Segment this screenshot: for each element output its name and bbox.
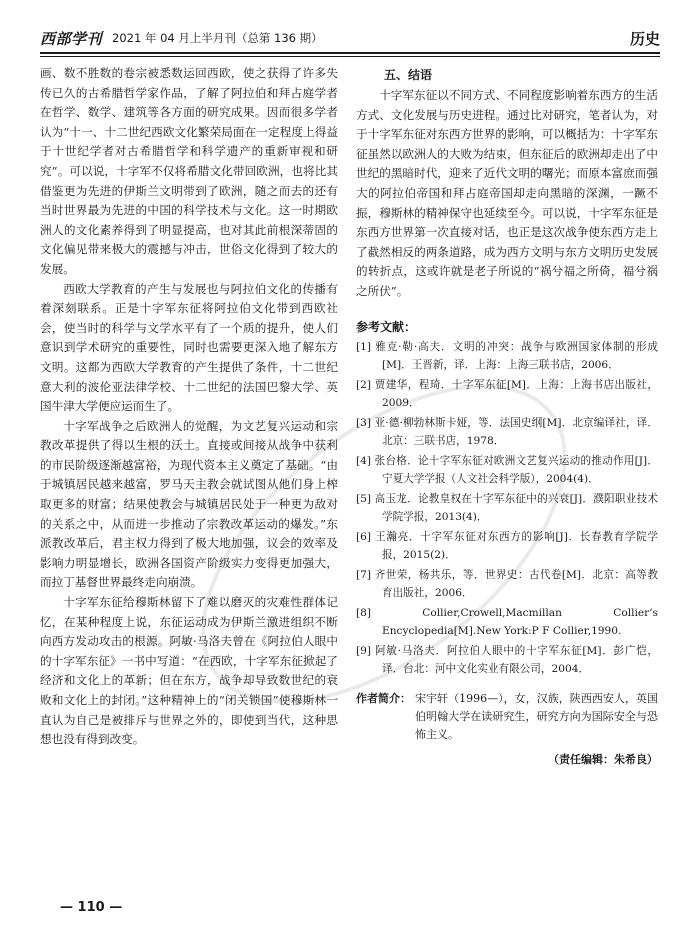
editor-credit: （责任编辑：朱希良） <box>548 753 658 767</box>
issue-info: 2021 年 04 月上半月刊（总第 136 期） <box>112 31 323 45</box>
section-label: 历史 <box>629 30 660 48</box>
reference-list <box>356 339 658 678</box>
reference-item: [8] Collier,Crowell,Macmillan Collier’s Encyclopedia[M].New York:P F Collier,1990. <box>356 607 658 637</box>
reference-item: [5] 高玉龙．论教皇权在十字军东征中的兴衰[J]．濮阳职业技术学院学报，2013(4)． <box>356 493 658 523</box>
left-column <box>40 64 338 750</box>
author-label: 作者简介： <box>356 692 411 706</box>
journal-name: 西部学刊 <box>40 30 103 48</box>
body-paragraph: 西欧大学教育的产生与发展也与阿拉伯文化的传播有着深刻联系。正是十字军东征将阿拉伯文化带到西欧社会，使当时的科学与文学水平有了一个质的提升，使人们意识到学术研究的重要性，同时也需要更深入地了解东方文明。这都为西欧大学教育的产生提供了条件，十二世纪意大利的波伦亚法律学校、十二世纪的法国巴黎大学、英国牛津大学便应运而生了。 <box>40 281 338 414</box>
reference-item: [3] 亚·德·柳勃林斯卡娅，等．法国史纲[M]．北京编译社，译．北京：三联书店，1978． <box>356 417 658 447</box>
reference-item: [7] 齐世荣，杨共乐，等．世界史：古代卷[M]．北京：高等教育出版社，2006． <box>356 569 658 599</box>
reference-item: [9] 阿敏·马洛夫．阿拉伯人眼中的十字军东征[M]．彭广恺，译．台北：河中文化实业有限公司，2004． <box>356 645 658 675</box>
references-heading: 参考文献： <box>356 319 417 334</box>
author-bio <box>356 690 658 744</box>
body-paragraph: 十字军东征给穆斯林留下了难以磨灭的灾难性群体记忆，在某种程度上说，东征运动成为伊斯兰激进组织不断向西方发动攻击的根源。阿敏·马洛夫曾在《阿拉伯人眼中的十字军东征》一书中写道：“在西欧，十字军东征掀起了经济和文化上的革新；但在东方，战争却导致数世纪的衰败和文化上的封闭。”这种精神上的“闭关锁国”使穆斯林一直认为自己是被排斥与世界之外的，即使到当代，这种思想也没有得到改变。 <box>40 595 338 747</box>
author-text: 宋宇轩（1996—），女，汉族，陕西西安人，英国伯明翰大学在读研究生，研究方向为国际安全与恐怖主义。 <box>415 692 658 742</box>
page-number: — 110 — <box>60 900 123 915</box>
conclusion-paragraph: 十字军东征以不同方式、不同程度影响着东西方的生活方式、文化发展与历史进程。通过比对研究，笔者认为，对于十字军东征对东西方世界的影响，可以概括为：十字军东征虽然以欧洲人的大败为结束，但东征后的欧洲却走出了中世纪的黑暗时代，迎来了近代文明的曙光；而原本富庶而强大的阿拉伯帝国和拜占庭帝国却走向黑暗的深渊，一蹶不振，穆斯林的精神保守也延续至今。可以说，十字军东征是东西方世界第一次直接对话，也正是这次战争使东西方走上了截然相反的两条道路，成为西方文明与东方文明历史发展的转折点，这或许就是老子所说的“祸兮福之所倚，福兮祸之所伏”。 <box>356 88 658 298</box>
reference-item: [6] 王瀚亮．十字军东征对东西方的影响[J]．长春教育学院学报，2015(2)． <box>356 531 658 561</box>
section-heading: 五、结语 <box>384 68 433 82</box>
reference-item: [1] 雅克·勒·高夫．文明的冲突：战争与欧洲国家体制的形成[M]．王晋新，译．上海：上海三联书店，2006． <box>356 341 658 371</box>
page-header <box>40 26 660 50</box>
reference-item: [4] 张台格．论十字军东征对欧洲文艺复兴运动的推动作用[J]．宁夏大学学报（人文社会科学版），2004(4)． <box>356 455 658 485</box>
reference-item: [2] 贾建华，程琦．十字军东征[M]．上海：上海书店出版社，2009． <box>356 379 658 409</box>
header-rule-thin <box>40 56 660 57</box>
right-column <box>356 64 658 770</box>
body-paragraph: 十字军战争之后欧洲人的觉醒，为文艺复兴运动和宗教改革提供了得以生根的沃土。直接或间接从战争中获利的市民阶级逐渐越富裕，为现代资本主义奠定了基础。“由于城镇居民越来越富，罗马天主教会就试图从他们身上榨取更多的财富；结果使教会与城镇居民处于一种更为敌对的关系之中，从而进一步推动了宗教改革运动的爆发。”东派教改革后，君主权力得到了极大地加强，议会的效率及影响力明显增长，欧洲各国资产阶级实力变得更加强大，而拉丁基督世界最终走向崩溃。 <box>40 418 338 590</box>
header-rule <box>40 52 660 54</box>
body-paragraph: 画、数不胜数的卷宗被悉数运回西欧，使之获得了许多失传已久的古希腊哲学家作品，了解了阿拉伯和拜占庭学者在哲学、数学、建筑等各方面的研究成果。因而很多学者认为“十一、十二世纪西欧文化繁荣局面在一定程度上得益于十世纪学者对古希腊哲学和科学遗产的重新审视和研究”。可以说，十字军不仅将希腊文化带回欧洲，也将比其借鉴更为先进的伊斯兰文明带到了欧洲，随之而去的还有当时世界最为先进的中国的科学技术与文化。这一时期欧洲人的文化素养得到了明显提高，也对其此前根深蒂固的文化偏见带来极大的震撼与冲击，世俗文化得到了较大的发展。 <box>40 66 338 276</box>
